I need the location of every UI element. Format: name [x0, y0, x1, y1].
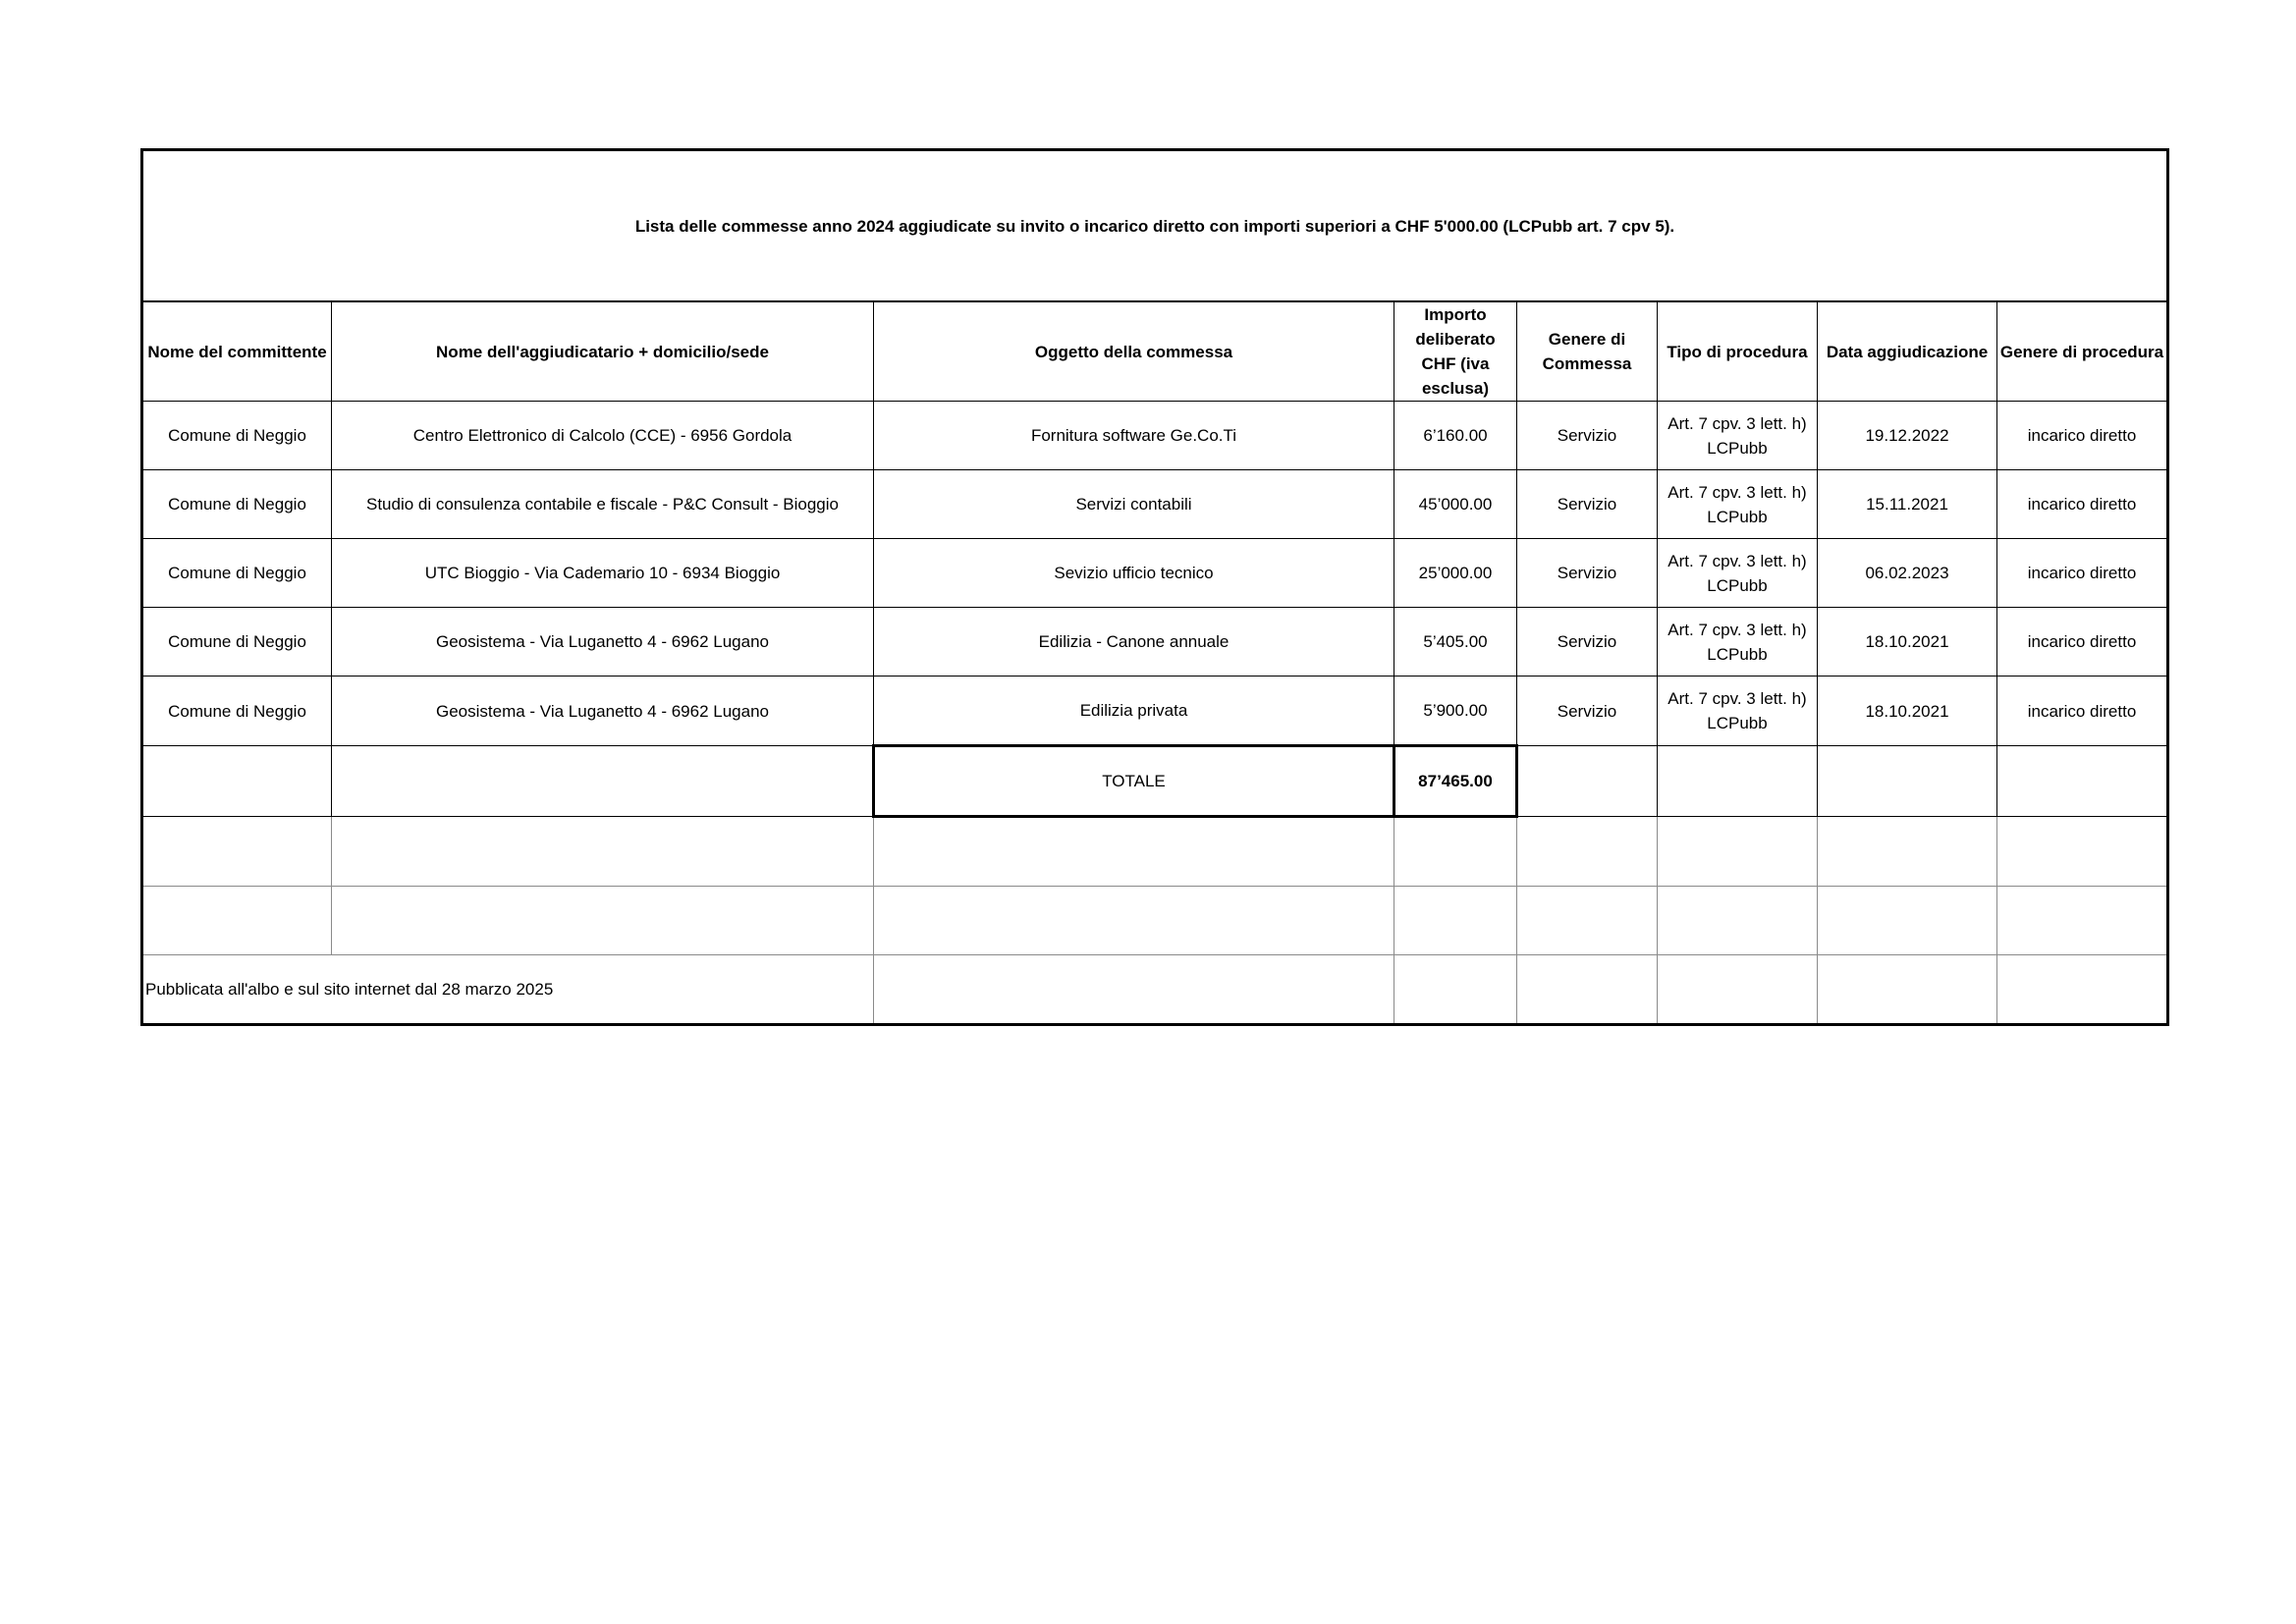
publication-note: Pubblicata all'albo e sul sito internet dal 28 marzo 2025: [142, 955, 874, 1025]
cell-data-aggiudicazione: 18.10.2021: [1818, 677, 1997, 746]
cell-importo: 5’405.00: [1394, 608, 1517, 677]
header-row: [142, 301, 2168, 402]
cell-data-aggiudicazione: 18.10.2021: [1818, 608, 1997, 677]
cell-committente: Comune di Neggio: [142, 677, 332, 746]
header-committente: Nome del committente: [142, 301, 332, 402]
header-tipo-procedura: Tipo di procedura: [1658, 301, 1818, 402]
header-aggiudicatario: Nome dell'aggiudicatario + domicilio/sede: [332, 301, 874, 402]
cell-tipo-procedura: Art. 7 cpv. 3 lett. h) LCPubb: [1658, 402, 1818, 470]
commesse-table: [140, 148, 2169, 1026]
cell-genere-commessa: Servizio: [1517, 470, 1658, 539]
header-genere-procedura: Genere di procedura: [1997, 301, 2168, 402]
cell-data-aggiudicazione: 06.02.2023: [1818, 539, 1997, 608]
cell-genere-procedura: incarico diretto: [1997, 608, 2168, 677]
total-row: [142, 746, 2168, 817]
table-row: [142, 677, 2168, 746]
table-row: [142, 402, 2168, 470]
table-row: [142, 608, 2168, 677]
cell-committente: Comune di Neggio: [142, 402, 332, 470]
cell-committente: Comune di Neggio: [142, 470, 332, 539]
cell-genere-procedura: incarico diretto: [1997, 402, 2168, 470]
cell-tipo-procedura: Art. 7 cpv. 3 lett. h) LCPubb: [1658, 608, 1818, 677]
cell-aggiudicatario: Geosistema - Via Luganetto 4 - 6962 Lugano: [332, 677, 874, 746]
cell-genere-commessa: Servizio: [1517, 539, 1658, 608]
cell-oggetto: Edilizia - Canone annuale: [874, 608, 1394, 677]
page-title: Lista delle commesse anno 2024 aggiudicate su invito o incarico diretto con importi superiori a CHF 5'000.00 (LCPubb art. 7 cpv 5).: [142, 150, 2168, 302]
header-oggetto: Oggetto della commessa: [874, 301, 1394, 402]
total-amount: 87’465.00: [1394, 746, 1517, 817]
cell-aggiudicatario: Centro Elettronico di Calcolo (CCE) - 6956 Gordola: [332, 402, 874, 470]
cell-genere-commessa: Servizio: [1517, 402, 1658, 470]
cell-importo: 6’160.00: [1394, 402, 1517, 470]
cell-genere-commessa: Servizio: [1517, 677, 1658, 746]
cell-oggetto: Edilizia privata: [874, 677, 1394, 746]
footer-row: [142, 955, 2168, 1025]
total-label: TOTALE: [874, 746, 1394, 817]
cell-importo: 5’900.00: [1394, 677, 1517, 746]
cell-oggetto: Fornitura software Ge.Co.Ti: [874, 402, 1394, 470]
cell-oggetto: Servizi contabili: [874, 470, 1394, 539]
empty-row: [142, 887, 2168, 955]
header-data-aggiudicazione: Data aggiudicazione: [1818, 301, 1997, 402]
cell-importo: 45’000.00: [1394, 470, 1517, 539]
cell-committente: Comune di Neggio: [142, 608, 332, 677]
cell-aggiudicatario: UTC Bioggio - Via Cademario 10 - 6934 Bioggio: [332, 539, 874, 608]
cell-genere-commessa: Servizio: [1517, 608, 1658, 677]
cell-committente: Comune di Neggio: [142, 539, 332, 608]
cell-aggiudicatario: Geosistema - Via Luganetto 4 - 6962 Lugano: [332, 608, 874, 677]
cell-tipo-procedura: Art. 7 cpv. 3 lett. h) LCPubb: [1658, 470, 1818, 539]
cell-genere-procedura: incarico diretto: [1997, 470, 2168, 539]
cell-data-aggiudicazione: 19.12.2022: [1818, 402, 1997, 470]
cell-tipo-procedura: Art. 7 cpv. 3 lett. h) LCPubb: [1658, 677, 1818, 746]
empty-row: [142, 817, 2168, 887]
cell-oggetto: Sevizio ufficio tecnico: [874, 539, 1394, 608]
cell-tipo-procedura: Art. 7 cpv. 3 lett. h) LCPubb: [1658, 539, 1818, 608]
cell-importo: 25’000.00: [1394, 539, 1517, 608]
table-row: [142, 470, 2168, 539]
header-genere-commessa: Genere di Commessa: [1517, 301, 1658, 402]
cell-data-aggiudicazione: 15.11.2021: [1818, 470, 1997, 539]
cell-aggiudicatario: Studio di consulenza contabile e fiscale - P&C Consult - Bioggio: [332, 470, 874, 539]
cell-genere-procedura: incarico diretto: [1997, 677, 2168, 746]
table-row: [142, 539, 2168, 608]
header-importo: Importo deliberato CHF (iva esclusa): [1394, 301, 1517, 402]
cell-genere-procedura: incarico diretto: [1997, 539, 2168, 608]
